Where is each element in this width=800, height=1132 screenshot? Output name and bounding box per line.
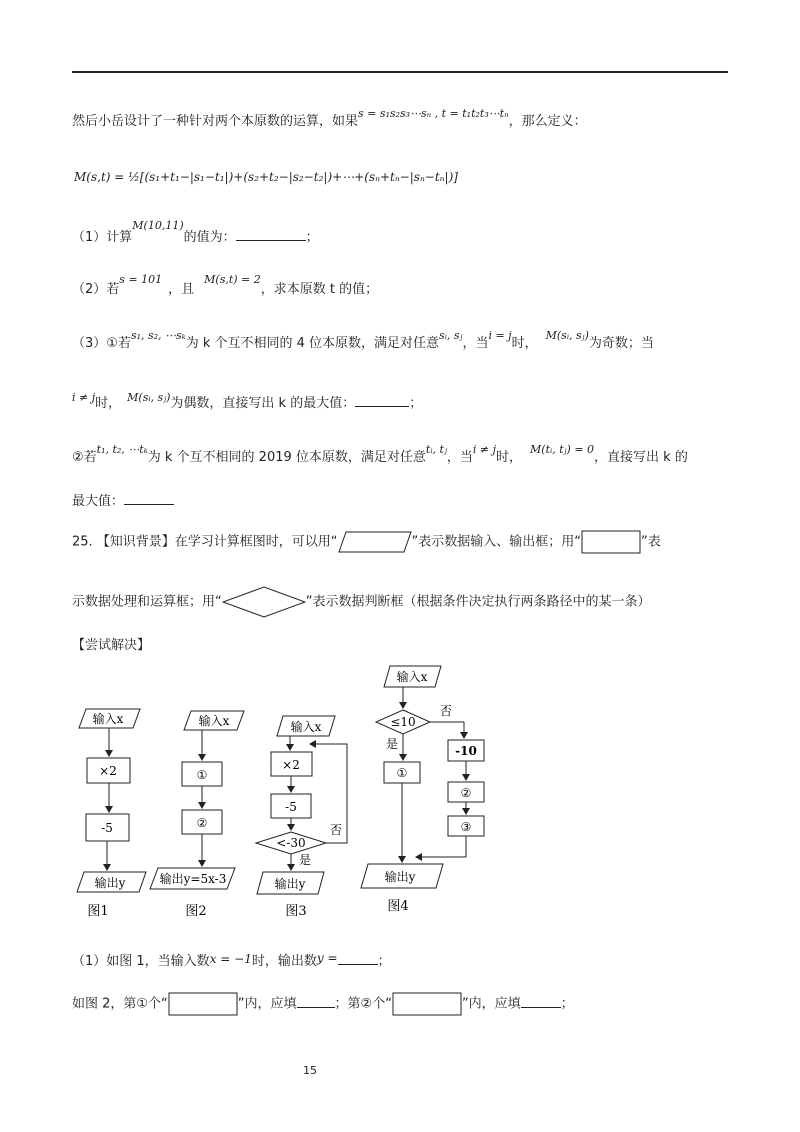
p25-text-a: 25. 【知识背景】在学习计算框图时，可以用“ bbox=[72, 534, 338, 550]
q3b-text2: 为偶数，直接写出 k 的最大值： bbox=[170, 396, 356, 411]
p25-text-c: ”表 bbox=[641, 534, 661, 550]
q1-line bbox=[72, 219, 319, 245]
fig3-input-label: 输入x bbox=[290, 720, 322, 734]
p25-q2-end: ； bbox=[560, 996, 574, 1012]
q3b-math2: M(sᵢ, sⱼ) bbox=[127, 391, 171, 404]
q3d-answer-blank[interactable] bbox=[124, 492, 174, 505]
section-heading: 【尝试解决】 bbox=[72, 638, 151, 653]
fig3-step2-label: -5 bbox=[285, 800, 297, 814]
page-number: 15 bbox=[303, 1064, 317, 1077]
diamond-icon bbox=[222, 586, 306, 618]
q3-text3: 时， bbox=[511, 336, 538, 351]
q3d-text: 最大值： bbox=[72, 494, 125, 509]
p25-q2-text-b: ”内，应填 bbox=[237, 996, 297, 1012]
q2-math1: s = 101 bbox=[119, 273, 163, 286]
q3c-text4: ，直接写出 k 的 bbox=[594, 450, 688, 465]
fig1-caption: 图1 bbox=[87, 904, 109, 919]
header-rule bbox=[72, 71, 728, 73]
rectangle-icon-1 bbox=[168, 992, 238, 1016]
p25-q1-end: ； bbox=[377, 954, 391, 969]
q3-line2 bbox=[72, 392, 422, 411]
fig3-yes-label: 是 bbox=[299, 853, 312, 867]
q3b-end: ； bbox=[409, 396, 423, 411]
fig4-decision-label: ≤10 bbox=[390, 715, 416, 729]
fig3-caption: 图3 bbox=[285, 904, 307, 919]
fig4-yes-label: 是 bbox=[386, 737, 399, 751]
figure-2 bbox=[150, 711, 244, 919]
fig4-left1-label: ① bbox=[396, 766, 408, 780]
fig4-input-label: 输入x bbox=[396, 670, 428, 684]
p25-q2-text-d: ”内，应填 bbox=[461, 996, 521, 1012]
fig3-decision-label: <-30 bbox=[276, 836, 306, 850]
fig2-input-label: 输入x bbox=[198, 714, 230, 728]
q1-math: M(10,11) bbox=[132, 219, 184, 232]
intro-math: s = s₁s₂s₃⋯sₙ , t = t₁t₂t₃⋯tₙ bbox=[358, 107, 509, 120]
p25-q1-answer-blank[interactable] bbox=[338, 952, 378, 965]
figure-4 bbox=[361, 666, 484, 914]
fig4-right1-label: -10 bbox=[455, 744, 477, 758]
p25-q1-math2: y = bbox=[316, 951, 338, 965]
q2-math2: M(s,t) = 2 bbox=[204, 273, 261, 286]
fig1-output-label: 输出y bbox=[94, 876, 126, 890]
q3c-text1: 为 k 个互不相同的 2019 位本原数，满足对任意 bbox=[147, 450, 426, 465]
q3-line1 bbox=[72, 329, 654, 351]
q1-end: ； bbox=[305, 230, 319, 245]
fig3-no-label: 否 bbox=[330, 823, 343, 837]
fig4-no-label: 否 bbox=[440, 704, 453, 718]
fig2-caption: 图2 bbox=[185, 904, 207, 919]
fig3-output-label: 输出y bbox=[274, 877, 306, 891]
flowcharts bbox=[0, 650, 800, 930]
p25-text-e: ”表示数据判断框（根据条件决定执行两条路径中的某一条） bbox=[305, 594, 651, 610]
fig1-step2-label: -5 bbox=[101, 821, 113, 835]
q3-math1: s₁, s₂, ⋯sₖ bbox=[130, 329, 186, 342]
rectangle-icon bbox=[581, 530, 641, 554]
q1-text: 的值为： bbox=[183, 230, 236, 245]
q3-line4 bbox=[72, 490, 174, 509]
fig4-right3-label: ③ bbox=[460, 820, 472, 834]
fig1-input-label: 输入x bbox=[92, 712, 124, 726]
p25-q1-text-b: 时，输出数 bbox=[251, 954, 317, 969]
fig2-step1-label: ① bbox=[196, 768, 208, 782]
intro-line bbox=[72, 107, 587, 129]
p25-q1-text-a: （1）如图 1，当输入数 bbox=[72, 954, 210, 969]
p25-line1 bbox=[72, 530, 661, 554]
fig4-output-label: 输出y bbox=[384, 870, 416, 884]
q2-text: ，求本原数 t 的值； bbox=[260, 282, 379, 297]
q3c-text3: 时， bbox=[496, 450, 523, 465]
q3-text2: ，当 bbox=[462, 336, 489, 351]
q3-math4: M(sᵢ, sⱼ) bbox=[545, 329, 589, 342]
q2-line bbox=[72, 273, 379, 297]
p25-q2-text-c: ；第②个“ bbox=[334, 996, 392, 1012]
intro-text: 然后小岳设计了一种针对两个本原数的运算，如果 bbox=[72, 114, 359, 129]
q3c-text2: ，当 bbox=[446, 450, 473, 465]
fig4-right2-label: ② bbox=[460, 786, 472, 800]
q3-math2: sᵢ, sⱼ bbox=[439, 329, 463, 342]
rectangle-icon-2 bbox=[392, 992, 462, 1016]
intro-text-end: ，那么定义： bbox=[508, 114, 587, 129]
q3c-math1: t₁, t₂, ⋯tₖ bbox=[96, 443, 148, 456]
p25-line2 bbox=[72, 586, 651, 618]
figure-3 bbox=[256, 716, 347, 919]
fig1-step1-label: ×2 bbox=[99, 764, 117, 778]
q2-label: （2）若 bbox=[72, 282, 120, 297]
q3c-math4: M(tᵢ, tⱼ) = 0 bbox=[530, 443, 595, 456]
q3c-math2: tᵢ, tⱼ bbox=[425, 443, 447, 456]
q3-text4: 为奇数；当 bbox=[588, 336, 654, 351]
q3c-math3: i ≠ j bbox=[472, 443, 497, 456]
q3b-answer-blank[interactable] bbox=[355, 394, 409, 407]
q3b-text1: 时， bbox=[95, 396, 122, 411]
q1-answer-blank[interactable] bbox=[236, 228, 306, 241]
q1-label: （1）计算 bbox=[72, 230, 133, 245]
fig2-output-label: 输出y=5x-3 bbox=[159, 872, 227, 886]
p25-q1-line bbox=[72, 950, 391, 969]
parallelogram-icon bbox=[338, 531, 412, 553]
q3-text1: 为 k 个互不相同的 4 位本原数，满足对任意 bbox=[185, 336, 440, 351]
p25-q2-answer-blank-1[interactable] bbox=[297, 995, 335, 1008]
fig3-step1-label: ×2 bbox=[282, 758, 300, 772]
q3-line3 bbox=[72, 443, 688, 465]
figure-1 bbox=[77, 709, 146, 919]
p25-text-d: 示数据处理和运算框；用“ bbox=[72, 594, 222, 610]
q3b-math1: i ≠ j bbox=[72, 391, 96, 404]
fig2-step2-label: ② bbox=[196, 816, 208, 830]
definition-formula: M(s,t) = ½[(s₁+t₁−|s₁−t₁|)+(s₂+t₂−|s₂−t₂|)+⋯+(sₙ+tₙ−|sₙ−tₙ|)] bbox=[74, 170, 458, 184]
q3-math3: i = j bbox=[488, 329, 512, 342]
q3c-label: ②若 bbox=[72, 450, 97, 465]
p25-q1-math1: x = −1 bbox=[209, 952, 252, 966]
fig4-caption: 图4 bbox=[387, 899, 409, 914]
p25-q2-line bbox=[72, 992, 574, 1016]
p25-q2-answer-blank-2[interactable] bbox=[521, 995, 561, 1008]
p25-text-b: ”表示数据输入、输出框；用“ bbox=[411, 534, 582, 550]
p25-q2-text-a: 如图 2，第①个“ bbox=[72, 996, 168, 1012]
q2-mid: ，且 bbox=[168, 282, 195, 297]
q3-label: （3）①若 bbox=[72, 336, 131, 351]
